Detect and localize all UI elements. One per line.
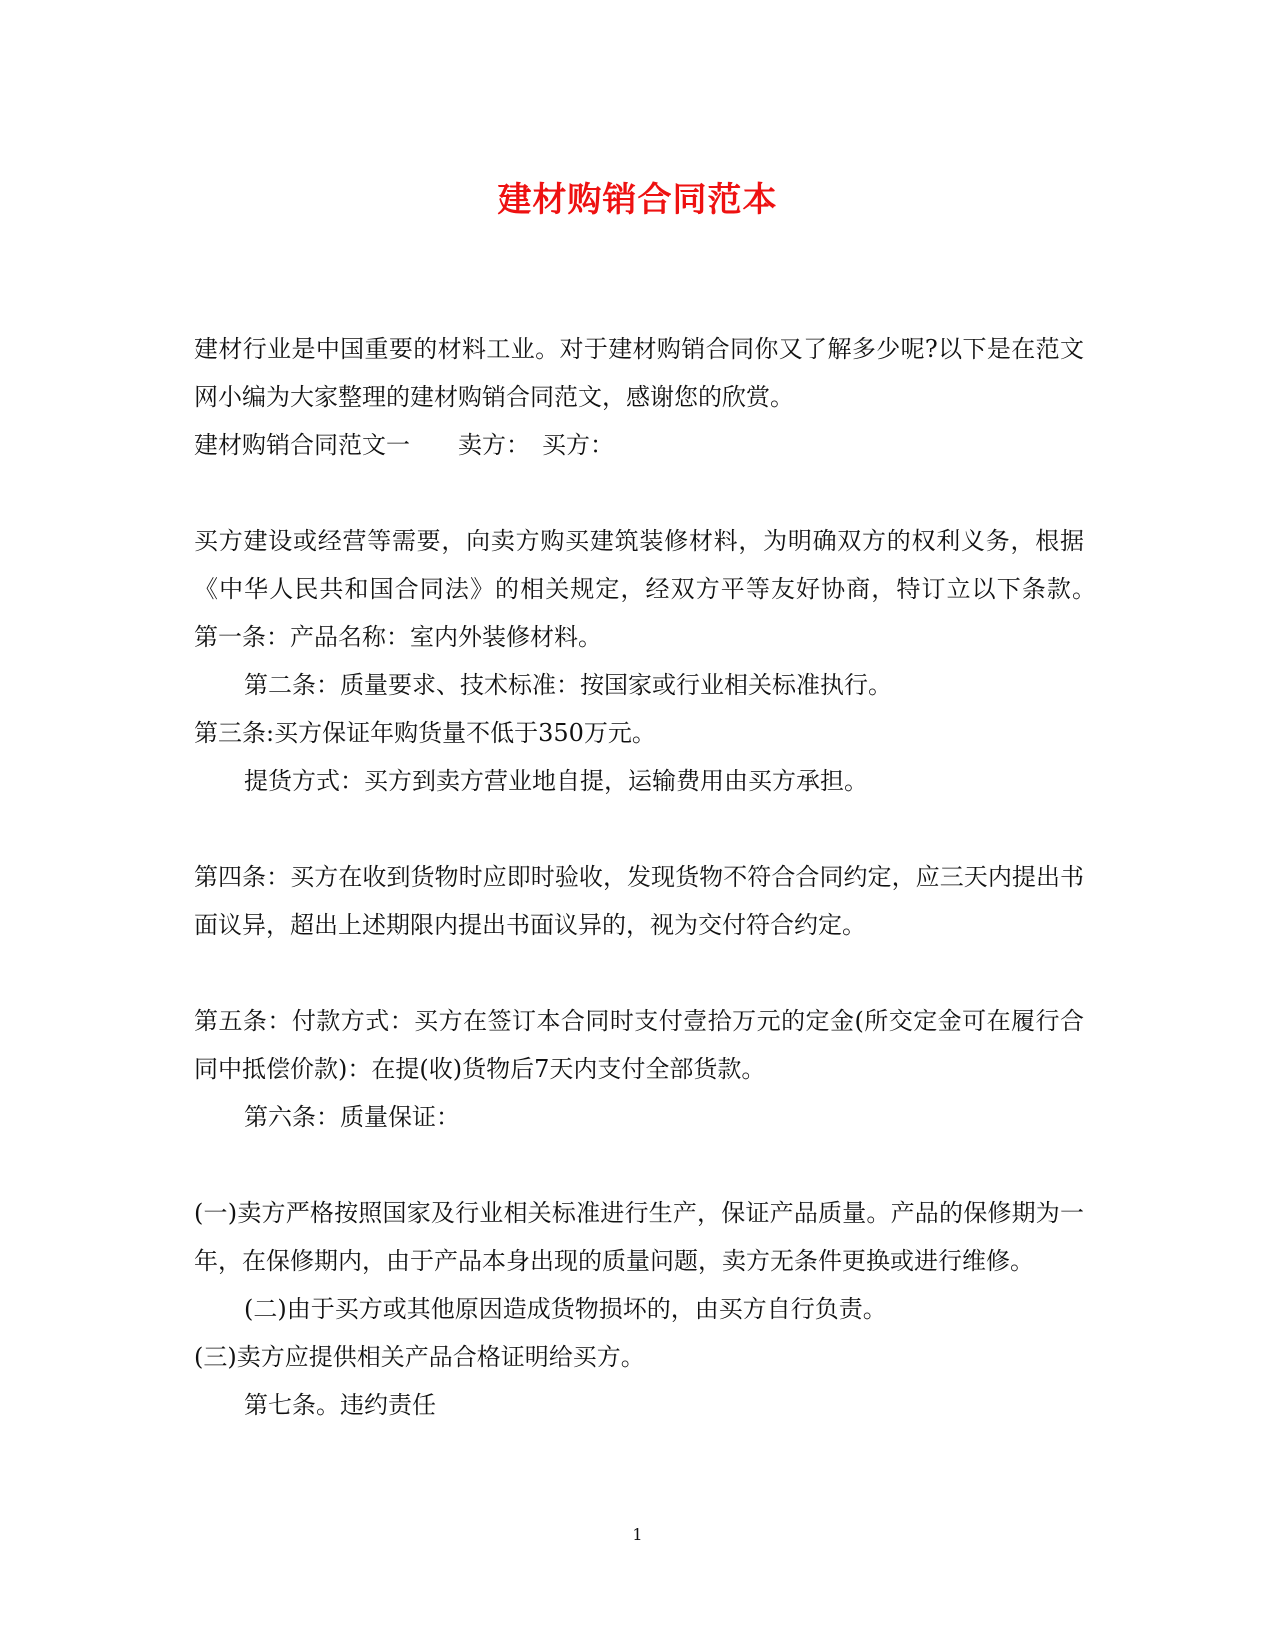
- article-6-heading: 第六条：质量保证：: [244, 1103, 460, 1131]
- quality-clause-2-paragraph: (二)由于买方或其他原因造成货物损坏的，由买方自行负责。: [244, 1295, 887, 1323]
- delivery-method-paragraph: 提货方式：买方到卖方营业地自提，运输费用由买方承担。: [244, 767, 868, 795]
- document-title: 建材购销合同范本: [497, 180, 778, 220]
- intro-paragraph: 建材行业是中国重要的材料工业。对于建材购销合同你又了解多少呢?以下是在范文网小编为大家整理的建材购销合同范文，感谢您的欣赏。: [194, 335, 1084, 411]
- page-number: 1: [632, 1525, 643, 1544]
- quality-clause-3-paragraph: (三)卖方应提供相关产品合格证明给买方。: [194, 1343, 645, 1371]
- document-body: [194, 325, 1108, 1429]
- article-5-paragraph: 第五条：付款方式：买方在签订本合同时支付壹拾万元的定金(所交定金可在履行合同中抵偿价款)：在提(收)货物后7天内支付全部货款。: [194, 1007, 1084, 1083]
- quality-clause-1-paragraph: (一)卖方严格按照国家及行业相关标准进行生产，保证产品质量。产品的保修期为一年，在保修期内，由于产品本身出现的质量问题，卖方无条件更换或进行维修。: [194, 1199, 1084, 1275]
- article-2-paragraph: 第二条：质量要求、技术标准：按国家或行业相关标准执行。: [244, 671, 892, 699]
- contract-preamble-paragraph: 买方建设或经营等需要，向卖方购买建筑装修材料，为明确双方的权利义务，根据《中华人民共和国合同法》的相关规定，经双方平等友好协商，特订立以下条款。 第一条：产品名称：室内外装修材料。: [194, 527, 1108, 651]
- contract-heading-line: 建材购销合同范文一 卖方： 买方：: [194, 431, 614, 459]
- article-7-heading: 第七条。违约责任: [244, 1391, 436, 1419]
- article-4-paragraph: 第四条：买方在收到货物时应即时验收，发现货物不符合合同约定，应三天内提出书面议异，超出上述期限内提出书面议异的，视为交付符合约定。: [194, 863, 1084, 939]
- article-3-paragraph: 第三条:买方保证年购货量不低于350万元。: [194, 719, 656, 747]
